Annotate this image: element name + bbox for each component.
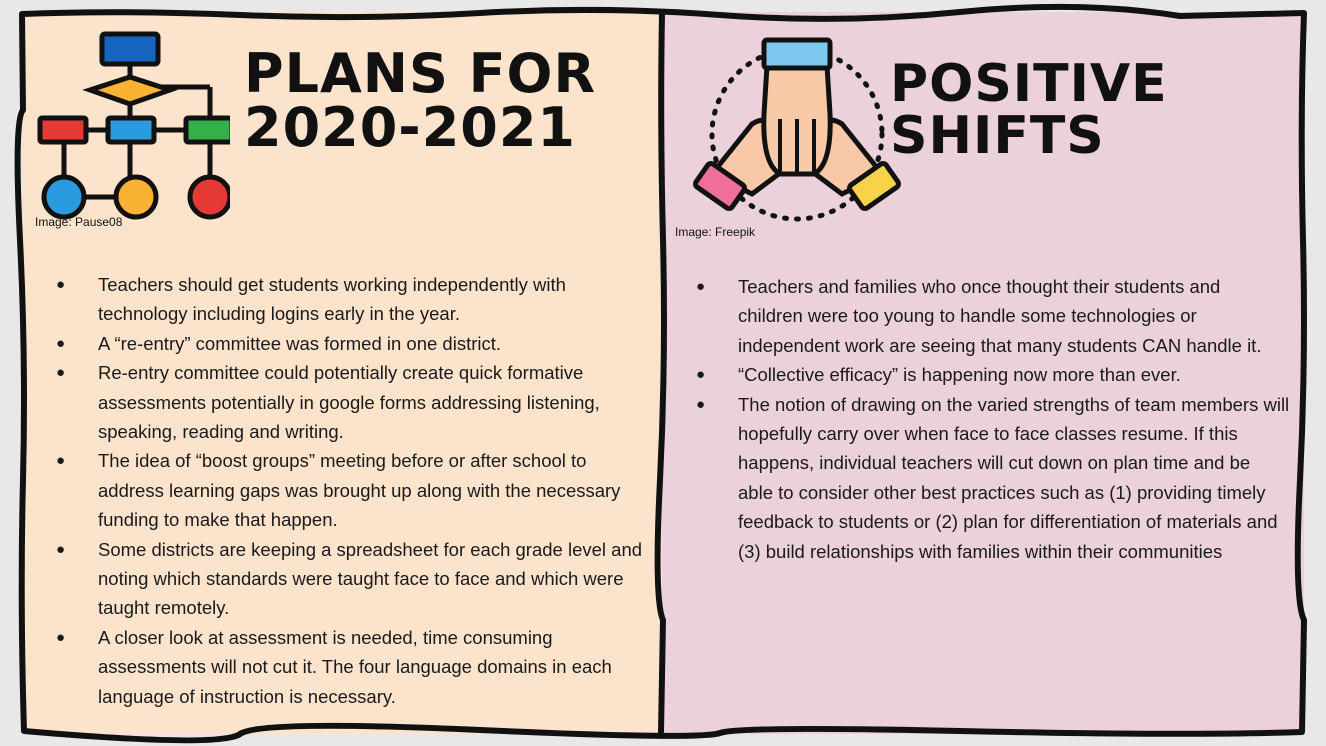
list-item: ● A “re-entry” committee was formed in one district. [22,329,654,358]
list-item: ● The notion of drawing on the varied strengths of team members will hopefully carry over when face to face classes resume. If this happens, individual teachers will cut down on plan time and be able to consider other best practices such as (1) providing timely feedback to students or (2) plan for differentiation of materials and (3) build relationships with families within their communities [662,390,1290,566]
left-title-line1: PLANS FOR [244,42,597,105]
list-item: ● “Collective efficacy” is happening now more than ever. [662,360,1290,389]
right-title-line2: SHIFTS [890,106,1105,166]
list-item: ● Re-entry committee could potentially create quick formative assessments potentially in google forms addressing listening, speaking, reading and writing. [22,358,654,446]
list-item: ● Some districts are keeping a spreadsheet for each grade level and noting which standards were taught face to face and which were taught remotely. [22,535,654,623]
list-item: ● Teachers and families who once thought their students and children were too young to handle some technologies or independent work are seeing that many students CAN handle it. [662,272,1290,360]
right-title-line1: POSITIVE [890,54,1168,114]
list-item: ● Teachers should get students working independently with technology including logins early in the year. [22,270,654,329]
left-image-credit: Image: Pause08 [35,215,123,229]
list-item: ● A closer look at assessment is needed, time consuming assessments will not cut it. The four language domains in each language of instruction is necessary. [22,623,654,711]
list-item: ● The idea of “boost groups” meeting before or after school to address learning gaps was brought up along with the necessary funding to make that happen. [22,446,654,534]
left-title-line2: 2020-2021 [244,96,576,159]
right-image-credit: Image: Freepik [675,225,756,239]
